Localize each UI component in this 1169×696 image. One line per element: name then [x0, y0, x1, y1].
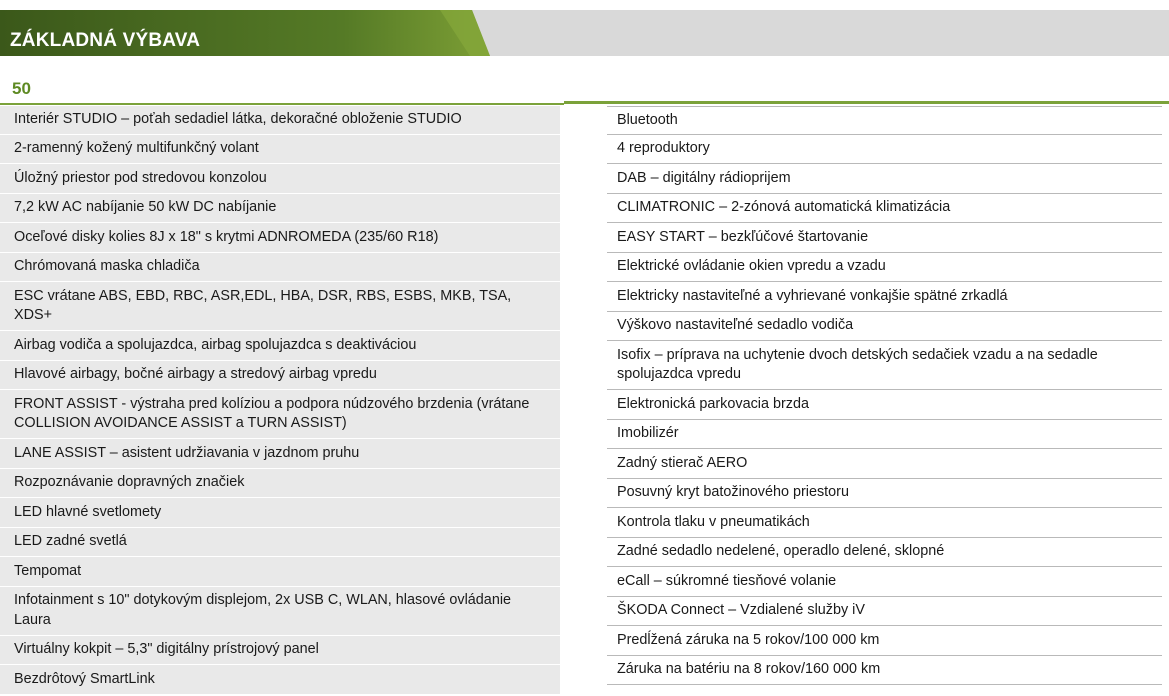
section-banner	[0, 10, 1169, 56]
list-item: Úložný priestor pod stredovou konzolou	[0, 164, 560, 194]
list-item: LED hlavné svetlomety	[0, 498, 560, 528]
section-title: ZÁKLADNÁ VÝBAVA	[10, 30, 201, 51]
list-item: LED zadné svetlá	[0, 528, 560, 558]
list-item: EASY START – bezkľúčové štartovanie	[607, 223, 1162, 253]
list-item: Zadný stierač AERO	[607, 449, 1162, 479]
list-item: Bluetooth	[607, 106, 1162, 135]
divider-left	[0, 103, 564, 105]
list-item: Kontrola tlaku v pneumatikách	[607, 508, 1162, 538]
divider-right	[564, 101, 1169, 104]
list-item: Oceľové disky kolies 8J x 18" s krytmi ADNROMEDA (235/60 R18)	[0, 223, 560, 253]
equipment-list-right	[607, 106, 1162, 685]
list-item: ESC vrátane ABS, EBD, RBC, ASR,EDL, HBA, DSR, RBS, ESBS, MKB, TSA, XDS+	[0, 282, 560, 331]
list-item: Rozpoznávanie dopravných značiek	[0, 469, 560, 499]
list-item: LANE ASSIST – asistent udržiavania v jazdnom pruhu	[0, 439, 560, 469]
list-item: 2-ramenný kožený multifunkčný volant	[0, 135, 560, 165]
list-item: Isofix – príprava na uchytenie dvoch detských sedačiek vzadu a na sedadle spolujazdca vpredu	[607, 341, 1162, 390]
list-item: Virtuálny kokpit – 5,3" digitálny prístrojový panel	[0, 636, 560, 666]
list-item: CLIMATRONIC – 2-zónová automatická klimatizácia	[607, 194, 1162, 224]
list-item: 7,2 kW AC nabíjanie 50 kW DC nabíjanie	[0, 194, 560, 224]
list-item: ŠKODA Connect – Vzdialené služby iV	[607, 597, 1162, 627]
list-item: Elektrické ovládanie okien vpredu a vzadu	[607, 253, 1162, 283]
list-item: Elektronická parkovacia brzda	[607, 390, 1162, 420]
list-item: Tempomat	[0, 557, 560, 587]
list-item: DAB – digitálny rádioprijem	[607, 164, 1162, 194]
list-item: Hlavové airbagy, bočné airbagy a stredový airbag vpredu	[0, 361, 560, 391]
variant-label: 50	[12, 79, 31, 98]
list-item: Posuvný kryt batožinového priestoru	[607, 479, 1162, 509]
list-item: Infotainment s 10" dotykovým displejom, 2x USB C, WLAN, hlasové ovládanie Laura	[0, 587, 560, 636]
list-item: FRONT ASSIST - výstraha pred kolíziou a podpora núdzového brzdenia (vrátane COLLISION AVOIDANCE ASSIST a TURN ASSIST)	[0, 390, 560, 439]
list-item: Chrómovaná maska chladiča	[0, 253, 560, 283]
list-item: Bezdrôtový SmartLink	[0, 665, 560, 695]
list-item: Predĺžená záruka na 5 rokov/100 000 km	[607, 626, 1162, 656]
list-item: Zadné sedadlo nedelené, operadlo delené, sklopné	[607, 538, 1162, 568]
list-item: Interiér STUDIO – poťah sedadiel látka, dekoračné obloženie STUDIO	[0, 106, 560, 135]
list-item: 4 reproduktory	[607, 135, 1162, 165]
equipment-list-left	[0, 106, 560, 695]
list-item: eCall – súkromné tiesňové volanie	[607, 567, 1162, 597]
list-item: Elektricky nastaviteľné a vyhrievané vonkajšie spätné zrkadlá	[607, 282, 1162, 312]
list-item: Imobilizér	[607, 420, 1162, 450]
list-item: Airbag vodiča a spolujazdca, airbag spolujazdca s deaktiváciou	[0, 331, 560, 361]
list-item: Výškovo nastaviteľné sedadlo vodiča	[607, 312, 1162, 342]
list-item: Záruka na batériu na 8 rokov/160 000 km	[607, 656, 1162, 686]
